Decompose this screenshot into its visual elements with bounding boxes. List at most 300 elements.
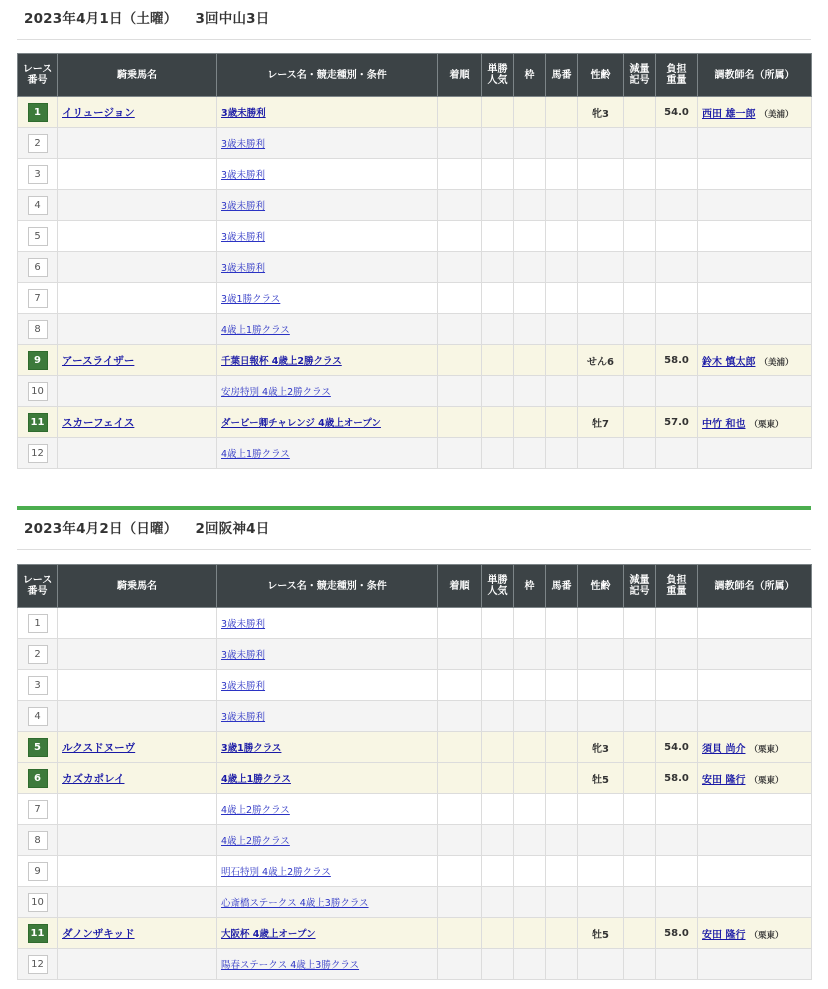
trainer-affiliation: （美浦）	[759, 109, 794, 120]
race-number[interactable]: 3	[28, 165, 48, 184]
sex-age-cell: 牝3	[578, 97, 624, 128]
race-name-cell	[217, 639, 438, 670]
trainer-cell	[698, 639, 812, 670]
sex-age-cell	[578, 159, 624, 190]
trainer-cell	[698, 159, 812, 190]
table-row	[18, 376, 812, 407]
weight-cell: 54.0	[656, 732, 698, 763]
weight-cell: 54.0	[656, 97, 698, 128]
race-number[interactable]: 12	[28, 444, 48, 463]
race-link[interactable]: 4歳上1勝クラス	[221, 774, 291, 785]
race-name-cell	[217, 283, 438, 314]
table-row	[18, 128, 812, 159]
sex-age-cell: 牡5	[578, 763, 624, 794]
horse-link[interactable]: カズカポレイ	[62, 772, 125, 785]
race-name-cell	[217, 887, 438, 918]
race-meeting: 2回阪神4日	[195, 521, 270, 537]
weight-mark-cell	[624, 887, 656, 918]
frame-cell	[514, 732, 546, 763]
trainer-cell	[698, 918, 812, 949]
horse-cell	[58, 221, 217, 252]
race-link[interactable]: 3歳未勝利	[221, 263, 266, 274]
race-number[interactable]: 4	[28, 707, 48, 726]
race-link[interactable]: 4歳上1勝クラス	[221, 325, 290, 336]
race-number-cell	[18, 949, 58, 980]
race-link[interactable]: 3歳未勝利	[221, 650, 266, 661]
trainer-link[interactable]: 須貝 尚介	[702, 743, 746, 755]
col-horse-no: 馬番	[546, 565, 578, 608]
horse-link[interactable]: アースライザー	[62, 354, 135, 367]
table-row	[18, 732, 812, 763]
race-number[interactable]: 11	[28, 924, 48, 943]
weight-mark-cell	[624, 794, 656, 825]
trainer-link[interactable]: 西田 雄一郎	[702, 108, 756, 120]
race-name-cell	[217, 732, 438, 763]
race-name-cell	[217, 949, 438, 980]
race-name-cell	[217, 314, 438, 345]
trainer-link[interactable]: 中竹 和也	[702, 418, 746, 430]
trainer-link[interactable]: 安田 隆行	[702, 774, 746, 786]
trainer-cell	[698, 221, 812, 252]
race-name-cell	[217, 670, 438, 701]
weight-mark-cell	[624, 407, 656, 438]
horse-cell	[58, 794, 217, 825]
horse-no-cell	[546, 221, 578, 252]
race-number[interactable]: 2	[28, 134, 48, 153]
table-header-row	[18, 565, 812, 608]
race-number-cell	[18, 825, 58, 856]
horse-no-cell	[546, 128, 578, 159]
weight-mark-cell	[624, 221, 656, 252]
col-race-no: レース 番号	[18, 565, 58, 608]
horse-cell	[58, 732, 217, 763]
horse-cell	[58, 345, 217, 376]
trainer-affiliation: （栗東）	[749, 775, 784, 786]
table-row	[18, 314, 812, 345]
weight-mark-cell	[624, 345, 656, 376]
sex-age-cell	[578, 825, 624, 856]
weight-cell	[656, 252, 698, 283]
popularity-cell	[482, 670, 514, 701]
frame-cell	[514, 887, 546, 918]
trainer-cell	[698, 701, 812, 732]
race-number-cell	[18, 639, 58, 670]
col-popularity: 単勝 人気	[482, 54, 514, 97]
weight-cell	[656, 159, 698, 190]
table-row	[18, 639, 812, 670]
frame-cell	[514, 190, 546, 221]
race-link[interactable]: 3歳1勝クラス	[221, 743, 282, 754]
race-number[interactable]: 4	[28, 196, 48, 215]
weight-mark-cell	[624, 190, 656, 221]
horse-no-cell	[546, 608, 578, 639]
weight-cell	[656, 825, 698, 856]
race-number[interactable]: 9	[28, 862, 48, 881]
table-row	[18, 252, 812, 283]
finish-cell	[438, 949, 482, 980]
race-number[interactable]: 8	[28, 831, 48, 850]
frame-cell	[514, 407, 546, 438]
race-link[interactable]: 3歳未勝利	[221, 170, 266, 181]
finish-cell	[438, 639, 482, 670]
table-row	[18, 608, 812, 639]
race-link[interactable]: 陽春ステークス 4歳上3勝クラス	[221, 960, 360, 971]
popularity-cell	[482, 376, 514, 407]
race-link[interactable]: 3歳未勝利	[221, 681, 266, 692]
weight-mark-cell	[624, 763, 656, 794]
table-row	[18, 159, 812, 190]
frame-cell	[514, 128, 546, 159]
trainer-cell	[698, 128, 812, 159]
table-row	[18, 221, 812, 252]
horse-cell	[58, 701, 217, 732]
col-sex-age: 性齢	[578, 54, 624, 97]
horse-no-cell	[546, 97, 578, 128]
col-popularity: 単勝 人気	[482, 565, 514, 608]
race-number-cell	[18, 608, 58, 639]
sex-age-cell	[578, 794, 624, 825]
horse-link[interactable]: ダノンザキッド	[62, 927, 135, 940]
race-number[interactable]: 10	[28, 382, 48, 401]
trainer-link[interactable]: 安田 隆行	[702, 929, 746, 941]
horse-no-cell	[546, 918, 578, 949]
race-number-cell	[18, 159, 58, 190]
sex-age-cell: 牡7	[578, 407, 624, 438]
popularity-cell	[482, 283, 514, 314]
weight-cell	[656, 949, 698, 980]
race-number-cell	[18, 887, 58, 918]
race-name-cell	[217, 918, 438, 949]
race-link[interactable]: 3歳未勝利	[221, 139, 266, 150]
frame-cell	[514, 639, 546, 670]
race-link[interactable]: ダービー卿チャレンジ 4歳上オープン	[221, 418, 381, 429]
horse-cell	[58, 825, 217, 856]
weight-mark-cell	[624, 701, 656, 732]
race-link[interactable]: 千葉日報杯 4歳上2勝クラス	[221, 356, 342, 367]
trainer-affiliation: （美浦）	[759, 357, 794, 368]
weight-cell: 57.0	[656, 407, 698, 438]
race-number-cell	[18, 283, 58, 314]
frame-cell	[514, 283, 546, 314]
weight-cell	[656, 887, 698, 918]
horse-cell	[58, 763, 217, 794]
popularity-cell	[482, 438, 514, 469]
weight-cell: 58.0	[656, 763, 698, 794]
trainer-cell	[698, 825, 812, 856]
sex-age-cell	[578, 639, 624, 670]
col-horse-no: 馬番	[546, 54, 578, 97]
race-name-cell	[217, 856, 438, 887]
frame-cell	[514, 856, 546, 887]
trainer-cell	[698, 407, 812, 438]
sex-age-cell	[578, 283, 624, 314]
trainer-affiliation: （栗東）	[749, 930, 784, 941]
horse-cell	[58, 190, 217, 221]
weight-mark-cell	[624, 670, 656, 701]
table-row	[18, 887, 812, 918]
weight-mark-cell	[624, 252, 656, 283]
finish-cell	[438, 887, 482, 918]
race-name-cell	[217, 407, 438, 438]
table-row	[18, 949, 812, 980]
table-row	[18, 345, 812, 376]
weight-mark-cell	[624, 128, 656, 159]
table-row	[18, 763, 812, 794]
table-row	[18, 438, 812, 469]
weight-mark-cell	[624, 159, 656, 190]
col-finish: 着順	[438, 565, 482, 608]
frame-cell	[514, 670, 546, 701]
sex-age-cell	[578, 314, 624, 345]
finish-cell	[438, 221, 482, 252]
popularity-cell	[482, 918, 514, 949]
popularity-cell	[482, 732, 514, 763]
sex-age-cell	[578, 701, 624, 732]
finish-cell	[438, 608, 482, 639]
col-frame: 枠	[514, 54, 546, 97]
race-link[interactable]: 明石特別 4歳上2勝クラス	[221, 867, 331, 878]
race-name-cell	[217, 701, 438, 732]
race-table	[17, 564, 812, 980]
race-link[interactable]: 3歳未勝利	[221, 108, 266, 119]
finish-cell	[438, 763, 482, 794]
sex-age-cell	[578, 856, 624, 887]
weight-mark-cell	[624, 949, 656, 980]
race-number[interactable]: 7	[28, 800, 48, 819]
trainer-affiliation: （栗東）	[749, 419, 784, 430]
table-row	[18, 701, 812, 732]
col-race-name: レース名・競走種別・条件	[217, 54, 438, 97]
race-number[interactable]: 5	[28, 738, 48, 757]
popularity-cell	[482, 856, 514, 887]
table-row	[18, 794, 812, 825]
horse-cell	[58, 949, 217, 980]
popularity-cell	[482, 252, 514, 283]
finish-cell	[438, 314, 482, 345]
col-weight: 負担 重量	[656, 565, 698, 608]
popularity-cell	[482, 190, 514, 221]
finish-cell	[438, 732, 482, 763]
popularity-cell	[482, 128, 514, 159]
sex-age-cell: 牡5	[578, 918, 624, 949]
race-date: 2023年4月1日（土曜）	[24, 11, 178, 27]
col-sex-age: 性齢	[578, 565, 624, 608]
trainer-cell	[698, 283, 812, 314]
horse-no-cell	[546, 670, 578, 701]
day-header	[17, 511, 811, 550]
finish-cell	[438, 856, 482, 887]
frame-cell	[514, 918, 546, 949]
race-link[interactable]: 心斎橋ステークス 4歳上3勝クラス	[221, 898, 369, 909]
race-number[interactable]: 1	[28, 103, 48, 122]
race-number-cell	[18, 252, 58, 283]
col-frame: 枠	[514, 565, 546, 608]
race-number[interactable]: 9	[28, 351, 48, 370]
horse-link[interactable]: ルクスドヌーヴ	[62, 741, 136, 754]
horse-cell	[58, 438, 217, 469]
col-weight: 負担 重量	[656, 54, 698, 97]
horse-no-cell	[546, 252, 578, 283]
frame-cell	[514, 438, 546, 469]
race-link[interactable]: 安房特別 4歳上2勝クラス	[221, 387, 331, 398]
race-number[interactable]: 11	[28, 413, 48, 432]
race-number-cell	[18, 794, 58, 825]
horse-cell	[58, 608, 217, 639]
popularity-cell	[482, 701, 514, 732]
table-row	[18, 825, 812, 856]
table-row	[18, 670, 812, 701]
popularity-cell	[482, 97, 514, 128]
weight-cell	[656, 639, 698, 670]
race-number[interactable]: 5	[28, 227, 48, 246]
finish-cell	[438, 438, 482, 469]
horse-no-cell	[546, 825, 578, 856]
horse-cell	[58, 407, 217, 438]
horse-no-cell	[546, 376, 578, 407]
weight-cell	[656, 794, 698, 825]
horse-cell	[58, 314, 217, 345]
weight-mark-cell	[624, 97, 656, 128]
horse-no-cell	[546, 407, 578, 438]
popularity-cell	[482, 159, 514, 190]
race-number-cell	[18, 221, 58, 252]
weight-cell	[656, 856, 698, 887]
weight-cell	[656, 670, 698, 701]
horse-no-cell	[546, 763, 578, 794]
race-number[interactable]: 6	[28, 258, 48, 277]
horse-no-cell	[546, 732, 578, 763]
weight-cell	[656, 608, 698, 639]
sex-age-cell	[578, 376, 624, 407]
horse-cell	[58, 252, 217, 283]
sex-age-cell	[578, 438, 624, 469]
race-number-cell	[18, 856, 58, 887]
frame-cell	[514, 97, 546, 128]
horse-no-cell	[546, 345, 578, 376]
table-row	[18, 407, 812, 438]
weight-cell: 58.0	[656, 918, 698, 949]
trainer-cell	[698, 314, 812, 345]
horse-link[interactable]: スカーフェイス	[62, 416, 135, 429]
popularity-cell	[482, 345, 514, 376]
trainer-link[interactable]: 鈴木 慎太郎	[702, 356, 756, 368]
day-section-0	[0, 0, 828, 460]
race-name-cell	[217, 376, 438, 407]
trainer-affiliation: （栗東）	[749, 744, 784, 755]
frame-cell	[514, 252, 546, 283]
race-number[interactable]: 10	[28, 893, 48, 912]
col-horse: 騎乗馬名	[58, 565, 217, 608]
race-number[interactable]: 2	[28, 645, 48, 664]
race-link[interactable]: 大阪杯 4歳上オープン	[221, 929, 316, 940]
col-race-name: レース名・競走種別・条件	[217, 565, 438, 608]
race-link[interactable]: 4歳上2勝クラス	[221, 836, 290, 847]
race-name-cell	[217, 794, 438, 825]
race-number[interactable]: 6	[28, 769, 48, 788]
popularity-cell	[482, 639, 514, 670]
col-weight-mark: 減量 記号	[624, 565, 656, 608]
popularity-cell	[482, 314, 514, 345]
race-number[interactable]: 3	[28, 676, 48, 695]
frame-cell	[514, 314, 546, 345]
trainer-cell	[698, 794, 812, 825]
race-link[interactable]: 4歳上2勝クラス	[221, 805, 290, 816]
table-header-row	[18, 54, 812, 97]
finish-cell	[438, 407, 482, 438]
finish-cell	[438, 794, 482, 825]
weight-cell: 58.0	[656, 345, 698, 376]
race-number[interactable]: 12	[28, 955, 48, 974]
finish-cell	[438, 918, 482, 949]
trainer-cell	[698, 732, 812, 763]
finish-cell	[438, 376, 482, 407]
race-link[interactable]: 3歳1勝クラス	[221, 294, 281, 305]
race-number-cell	[18, 732, 58, 763]
weight-cell	[656, 438, 698, 469]
finish-cell	[438, 701, 482, 732]
horse-cell	[58, 887, 217, 918]
race-link[interactable]: 4歳上1勝クラス	[221, 449, 290, 460]
race-name-cell	[217, 608, 438, 639]
horse-cell	[58, 159, 217, 190]
weight-cell	[656, 283, 698, 314]
finish-cell	[438, 670, 482, 701]
horse-no-cell	[546, 438, 578, 469]
frame-cell	[514, 221, 546, 252]
trainer-cell	[698, 97, 812, 128]
popularity-cell	[482, 407, 514, 438]
horse-cell	[58, 97, 217, 128]
race-number-cell	[18, 128, 58, 159]
finish-cell	[438, 97, 482, 128]
frame-cell	[514, 825, 546, 856]
table-row	[18, 283, 812, 314]
race-link[interactable]: 3歳未勝利	[221, 619, 266, 630]
horse-cell	[58, 376, 217, 407]
sex-age-cell	[578, 670, 624, 701]
finish-cell	[438, 128, 482, 159]
frame-cell	[514, 345, 546, 376]
race-number[interactable]: 1	[28, 614, 48, 633]
table-row	[18, 97, 812, 128]
horse-no-cell	[546, 794, 578, 825]
race-link[interactable]: 3歳未勝利	[221, 712, 266, 723]
race-link[interactable]: 3歳未勝利	[221, 201, 266, 212]
table-row	[18, 856, 812, 887]
weight-mark-cell	[624, 918, 656, 949]
horse-no-cell	[546, 949, 578, 980]
race-number[interactable]: 7	[28, 289, 48, 308]
section-divider	[17, 506, 811, 510]
horse-no-cell	[546, 639, 578, 670]
race-name-cell	[217, 252, 438, 283]
race-number[interactable]: 8	[28, 320, 48, 339]
finish-cell	[438, 190, 482, 221]
race-name-cell	[217, 763, 438, 794]
race-meeting: 3回中山3日	[195, 11, 270, 27]
horse-link[interactable]: イリュージョン	[62, 106, 135, 119]
weight-cell	[656, 314, 698, 345]
col-horse: 騎乗馬名	[58, 54, 217, 97]
race-number-cell	[18, 376, 58, 407]
race-name-cell	[217, 159, 438, 190]
frame-cell	[514, 376, 546, 407]
sex-age-cell: せん6	[578, 345, 624, 376]
race-link[interactable]: 3歳未勝利	[221, 232, 266, 243]
frame-cell	[514, 608, 546, 639]
race-number-cell	[18, 314, 58, 345]
weight-cell	[656, 221, 698, 252]
